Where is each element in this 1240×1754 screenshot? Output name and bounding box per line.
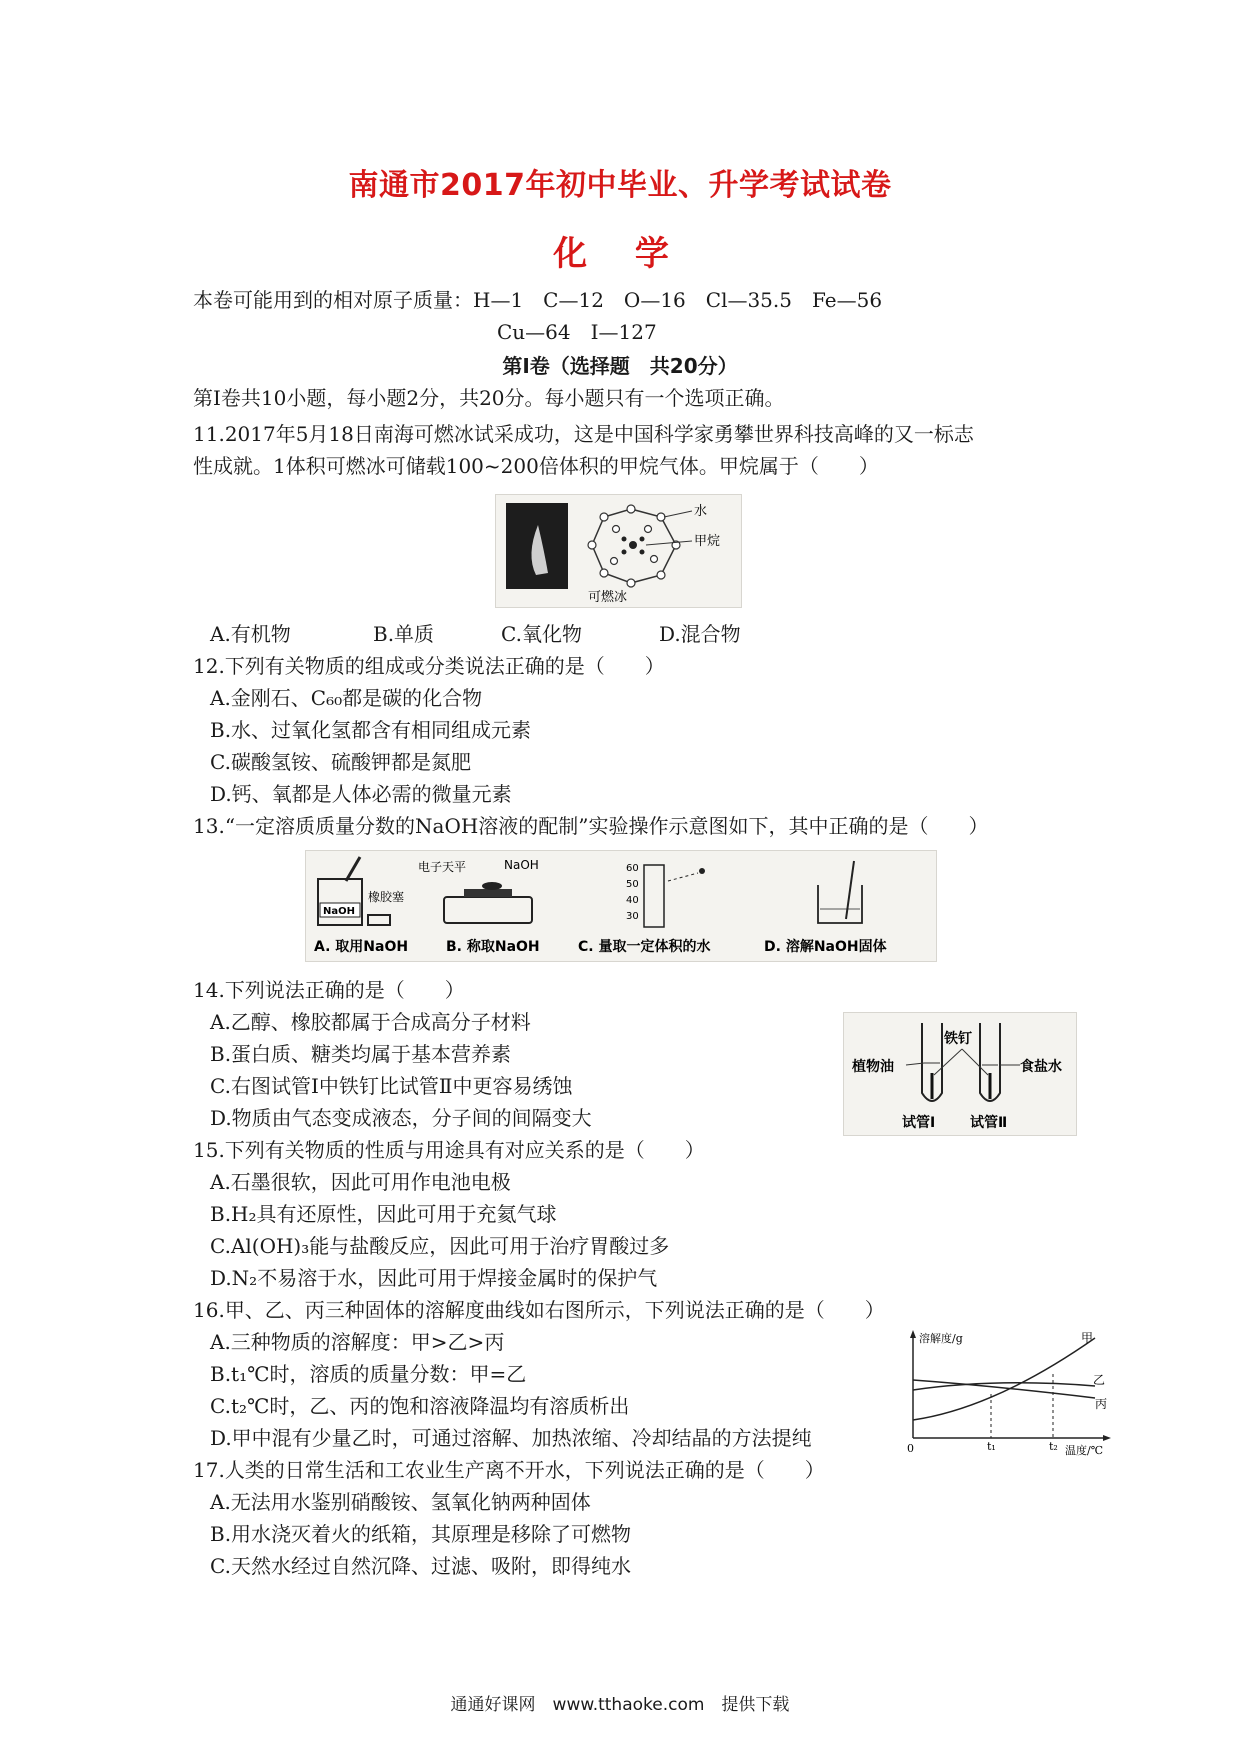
q12-option-d: D.钙、氧都是人体必需的微量元素 — [210, 782, 512, 806]
series-jia: 甲 — [1081, 1331, 1094, 1345]
test-tube-diagram — [844, 1013, 1076, 1135]
q11-option-d: D.混合物 — [659, 622, 741, 646]
q11-stem-line1 — [193, 420, 974, 448]
q15-option-a: A.石墨很软，因此可用作电池电极 — [210, 1170, 511, 1194]
q16-option-a: A.三种物质的溶解度：甲>乙>丙 — [210, 1330, 505, 1354]
methane-molecule — [622, 537, 645, 555]
q11-option-a: A.有机物 — [210, 622, 291, 646]
q16-option-b: B.t₁℃时，溶质的质量分数：甲=乙 — [210, 1362, 527, 1386]
caption-b: B. 称取NaOH — [446, 939, 540, 955]
series-bing: 丙 — [1095, 1397, 1108, 1411]
q11-option-b: B.单质 — [373, 622, 435, 646]
caption-d: D. 溶解NaOH固体 — [764, 939, 887, 955]
label-methane: 甲烷 — [694, 534, 721, 549]
page-footer: 通通好课网 www.tthaoke.com 提供下载 — [450, 1695, 790, 1715]
q14-stem-text: 下列说法正确的是（ ） — [224, 978, 465, 1002]
q15-number: 15. — [193, 1138, 225, 1162]
q13-figure — [305, 850, 937, 962]
y-axis-arrow — [910, 1330, 916, 1338]
tick-50: 50 — [626, 879, 639, 890]
q17-option-c: C.天然水经过自然沉降、过滤、吸附，即得纯水 — [210, 1554, 631, 1578]
origin-label: 0 — [907, 1442, 914, 1455]
tick-t2: t₂ — [1049, 1440, 1058, 1453]
graduated-cylinder — [644, 865, 664, 927]
q11-stem-text1: 2017年5月18日南海可燃冰试采成功，这是中国科学家勇攀世界科技高峰的又一标志 — [224, 422, 974, 446]
label-vegetable-oil: 植物油 — [852, 1059, 894, 1075]
x-axis-label: 温度/℃ — [1065, 1444, 1104, 1457]
q14-figure — [843, 1012, 1077, 1136]
glass-rod — [846, 861, 854, 919]
q14-option-a: A.乙醇、橡胶都属于合成高分子材料 — [210, 1010, 531, 1034]
naoh-sample — [482, 882, 502, 890]
q16-option-c: C.t₂℃时，乙、丙的饱和溶液降温均有溶质析出 — [210, 1394, 630, 1418]
label-tube-2: 试管Ⅱ — [970, 1115, 1008, 1131]
atomic-masses-line1: 本卷可能用到的相对原子质量：H—1 C—12 O—16 Cl—35.5 Fe—56 — [193, 288, 883, 312]
q16-option-d: D.甲中混有少量乙时，可通过溶解、加热浓缩、冷却结晶的方法提纯 — [210, 1426, 812, 1450]
q11-figure — [495, 494, 742, 608]
section-title: 第Ⅰ卷（选择题 共20分） — [502, 354, 738, 378]
q13-stem-text: “一定溶质质量分数的NaOH溶液的配制”实验操作示意图如下，其中正确的是（ ） — [224, 814, 989, 838]
q11-number: 11. — [193, 422, 225, 446]
tick-60: 60 — [626, 863, 639, 874]
q17-stem — [193, 1456, 825, 1484]
label-rubber-stopper: 橡胶塞 — [368, 890, 405, 904]
nail-pointer-1 — [934, 1049, 962, 1075]
solution-prep-diagram — [306, 851, 936, 961]
label-balance: 电子天平 — [418, 860, 467, 874]
q15-option-b: B.H₂具有还原性，因此可用于充氦气球 — [210, 1202, 557, 1226]
nail-pointer-2 — [962, 1049, 988, 1075]
section-instructions: 第Ⅰ卷共10小题，每小题2分，共20分。每小题只有一个选项正确。 — [193, 386, 785, 410]
caption-a: A. 取用NaOH — [314, 939, 409, 955]
x-axis-arrow — [1103, 1435, 1111, 1441]
q11-options — [210, 620, 741, 648]
caption-c: C. 量取一定体积的水 — [578, 939, 711, 955]
atomic-masses-line2: Cu—64 I—127 — [497, 320, 657, 344]
reagent-bottle — [318, 879, 362, 925]
q16-number: 16. — [193, 1298, 225, 1322]
q11-stem-line2: 性成就。1体积可燃冰可储载100~200倍体积的甲烷气体。甲烷属于（ ） — [193, 454, 879, 478]
label-flammable-ice: 可燃冰 — [588, 590, 628, 605]
curve-bing — [913, 1383, 1095, 1390]
q11-option-c: C.氧化物 — [501, 622, 582, 646]
sight-line — [668, 873, 698, 881]
q15-option-c: C.Al(OH)₃能与盐酸反应，因此可用于治疗胃酸过多 — [210, 1234, 670, 1258]
label-salt-water: 食盐水 — [1020, 1059, 1062, 1075]
q15-stem-text: 下列有关物质的性质与用途具有对应关系的是（ ） — [224, 1138, 705, 1162]
subject-title: 化 学 — [553, 234, 687, 274]
exam-title: 南通市2017年初中毕业、升学考试试卷 — [348, 168, 892, 203]
q17-number: 17. — [193, 1458, 225, 1482]
q12-number: 12. — [193, 654, 225, 678]
label-tube-1: 试管Ⅰ — [902, 1115, 936, 1131]
label-iron-nail: 铁钉 — [944, 1031, 972, 1047]
label-water: 水 — [694, 504, 708, 519]
q15-option-d: D.N₂不易溶于水，因此可用于焊接金属时的保护气 — [210, 1266, 658, 1290]
balance-pan — [464, 889, 512, 897]
q16-stem-text: 甲、乙、丙三种固体的溶解度曲线如右图所示，下列说法正确的是（ ） — [224, 1298, 885, 1322]
q14-stem — [193, 976, 465, 1004]
water-pointer — [664, 511, 692, 517]
solubility-curve — [895, 1328, 1120, 1458]
q14-option-b: B.蛋白质、糖类均属于基本营养素 — [210, 1042, 512, 1066]
q17-stem-text: 人类的日常生活和工农业生产离不开水，下列说法正确的是（ ） — [224, 1458, 825, 1482]
y-axis-label: 溶解度/g — [919, 1332, 963, 1345]
q15-stem — [193, 1136, 705, 1164]
q16-figure — [895, 1328, 1120, 1458]
q12-option-b: B.水、过氧化氢都含有相同组成元素 — [210, 718, 532, 742]
curve-jia — [913, 1338, 1095, 1420]
q13-number: 13. — [193, 814, 225, 838]
balance-body — [444, 897, 532, 923]
eye-mark — [699, 868, 705, 874]
q12-stem-text: 下列有关物质的组成或分类说法正确的是（ ） — [224, 654, 665, 678]
flammable-ice-diagram — [496, 495, 741, 607]
methane-pointer — [646, 541, 692, 545]
q13-stem — [193, 812, 989, 840]
q12-option-c: C.碳酸氢铵、硫酸钾都是氮肥 — [210, 750, 471, 774]
rubber-stopper — [368, 915, 390, 925]
q16-stem — [193, 1296, 885, 1324]
q17-option-b: B.用水浇灭着火的纸箱，其原理是移除了可燃物 — [210, 1522, 632, 1546]
tick-t1: t₁ — [987, 1440, 996, 1453]
q12-stem — [193, 652, 665, 680]
spatula — [346, 857, 360, 881]
q14-option-c: C.右图试管Ⅰ中铁钉比试管Ⅱ中更容易绣蚀 — [210, 1074, 573, 1098]
tick-40: 40 — [626, 895, 639, 906]
label-naoh-balance: NaOH — [504, 858, 539, 872]
series-yi: 乙 — [1093, 1373, 1106, 1387]
q14-number: 14. — [193, 978, 225, 1002]
q12-option-a: A.金刚石、C₆₀都是碳的化合物 — [210, 686, 483, 710]
q17-option-a: A.无法用水鉴别硝酸铵、氢氧化钠两种固体 — [210, 1490, 591, 1514]
tick-30: 30 — [626, 911, 639, 922]
beaker — [818, 885, 862, 923]
bottle-label-text: NaOH — [323, 906, 355, 917]
q14-option-d: D.物质由气态变成液态，分子间的间隔变大 — [210, 1106, 592, 1130]
